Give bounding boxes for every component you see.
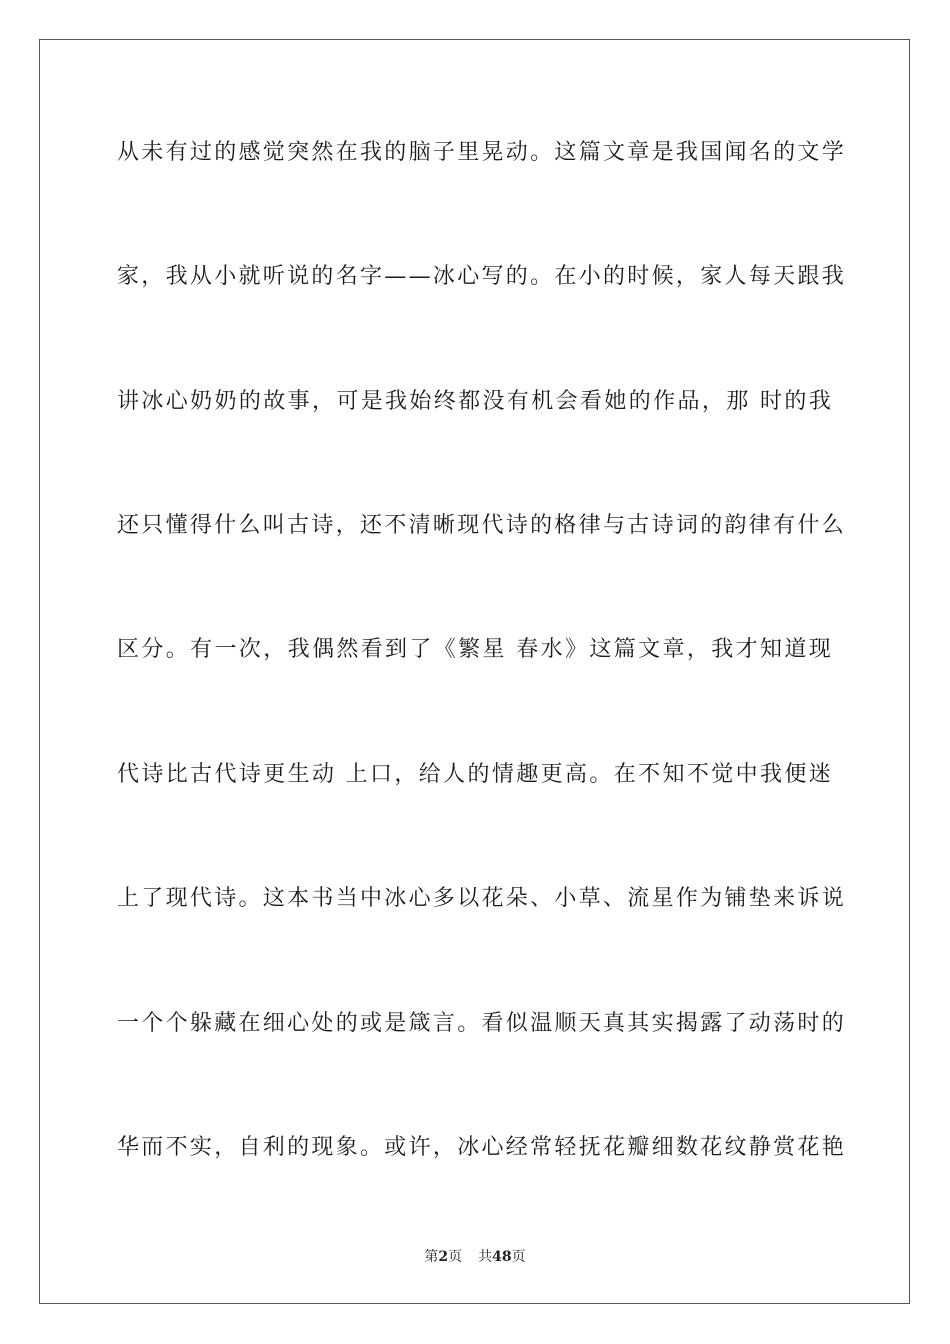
body-text-line-2: 家，我从小就听说的名字——冰心写的。在小的时候，家人每天跟我: [117, 264, 847, 289]
total-label-suffix: 页: [511, 1249, 526, 1265]
body-text-line-9: 华而不实，自利的现象。或许，冰心经常轻抚花瓣细数花纹静赏花艳: [117, 1135, 847, 1160]
page-label-suffix: 页: [448, 1249, 463, 1265]
body-text-line-7: 上了现代诗。这本书当中冰心多以花朵、小草、流星作为铺垫来诉说: [117, 886, 847, 911]
page-label-prefix: 第: [424, 1249, 439, 1265]
page-border: [39, 39, 910, 1304]
current-page-number: 2: [438, 1249, 449, 1265]
body-text-line-3: 讲冰心奶奶的故事，可是我始终都没有机会看她的作品，那 时的我: [117, 389, 833, 414]
body-text-line-1: 从未有过的感觉突然在我的脑子里晃动。这篇文章是我国闻名的文学: [117, 140, 847, 165]
body-text-line-6: 代诗比古代诗更生动 上口，给人的情趣更高。在不知不觉中我便迷: [117, 762, 833, 787]
total-page-count: 48: [492, 1249, 512, 1265]
body-text-line-4: 还只懂得什么叫古诗，还不清晰现代诗的格律与古诗词的韵律有什么: [117, 513, 847, 538]
body-text-line-5: 区分。有一次，我偶然看到了《繁星 春水》这篇文章，我才知道现: [117, 637, 833, 662]
body-text-line-8: 一个个躲藏在细心处的或是箴言。看似温顺天真其实揭露了动荡时的: [117, 1011, 847, 1036]
total-label-prefix: 共: [478, 1249, 493, 1265]
page-footer: [0, 1248, 950, 1266]
